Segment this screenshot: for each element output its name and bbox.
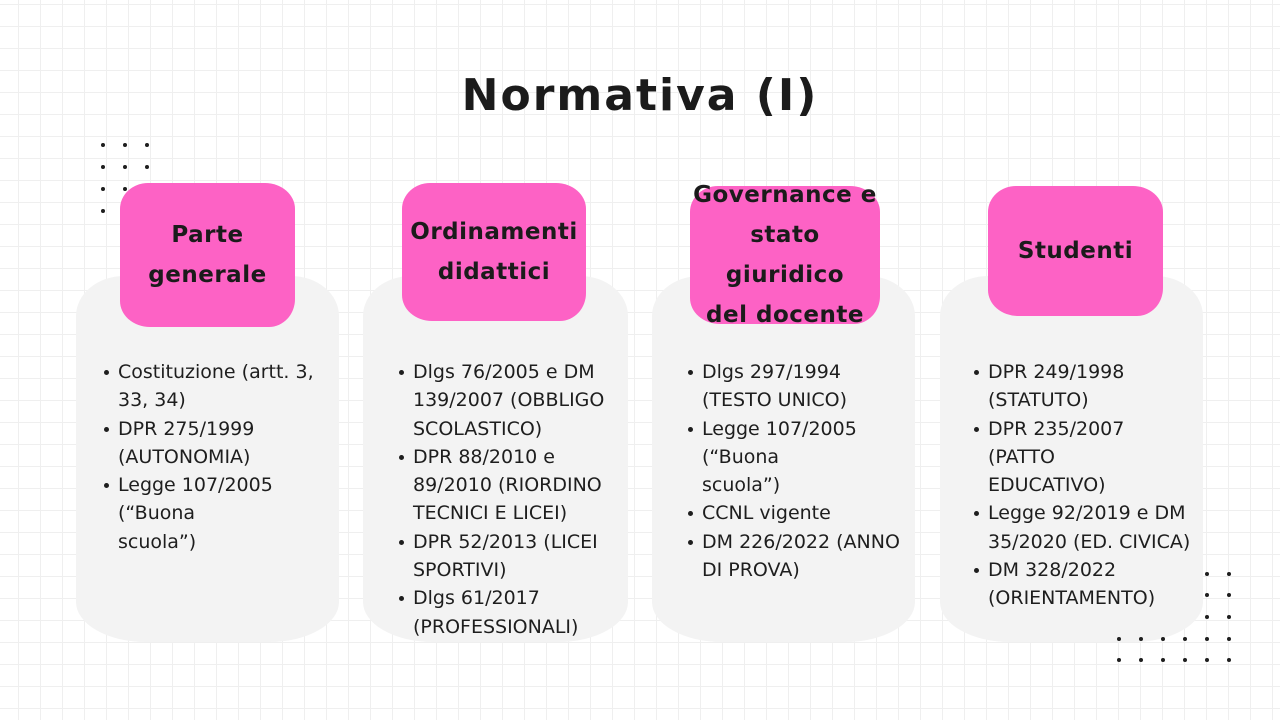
list-item: DPR 235/2007 (PATTO EDUCATIVO) (988, 415, 1148, 500)
heading-line: Parte (171, 222, 244, 248)
card-ordinamenti-didattici (363, 276, 628, 642)
heading-line: Ordinamenti (410, 219, 578, 245)
list-ordinamenti-didattici (367, 358, 618, 641)
heading-ordinamenti-didattici (402, 183, 586, 321)
heading-line: Governance e (693, 182, 877, 208)
heading-studenti (988, 186, 1163, 316)
list-item: Legge 92/2019 e DM 35/2020 (ED. CIVICA) (988, 499, 1193, 556)
list-item: DM 226/2022 (ANNO DI PROVA) (702, 528, 902, 585)
heading-parte-generale (120, 183, 295, 327)
list-item: DM 328/2022 (ORIENTAMENTO) (988, 556, 1188, 613)
list-item: Dlgs 61/2017 (PROFESSIONALI) (413, 584, 618, 641)
card-parte-generale (76, 276, 339, 642)
list-item: Legge 107/2005 (“Buona scuola”) (702, 415, 862, 500)
list-item: DPR 88/2010 e 89/2010 (RIORDINO TECNICI E LICEI) (413, 443, 618, 528)
list-item: CCNL vigente (702, 499, 902, 527)
list-item: Costituzione (artt. 3, 33, 34) (118, 358, 318, 415)
heading-line: didattici (437, 259, 551, 285)
list-item: Legge 107/2005 (“Buona scuola”) (118, 471, 278, 556)
list-item: Dlgs 297/1994 (TESTO UNICO) (702, 358, 877, 415)
list-item: Dlgs 76/2005 e DM 139/2007 (OBBLIGO SCOLASTICO) (413, 358, 618, 443)
list-item: DPR 275/1999 (AUTONOMIA) (118, 415, 278, 472)
heading-governance-stato-giuridico (690, 182, 880, 328)
list-item: DPR 52/2013 (LICEI SPORTIVI) (413, 528, 618, 585)
heading-line: Studenti (1017, 238, 1134, 264)
decorative-dot-grid-bottom-right (1115, 572, 1235, 664)
list-item: DPR 249/1998 (STATUTO) (988, 358, 1148, 415)
heading-line: stato giuridico (725, 222, 845, 288)
list-parte-generale (72, 358, 329, 556)
heading-line: del docente (706, 302, 864, 328)
heading-line: generale (148, 262, 267, 288)
list-governance (656, 358, 905, 584)
slide-title: Normativa (I) (461, 70, 819, 121)
